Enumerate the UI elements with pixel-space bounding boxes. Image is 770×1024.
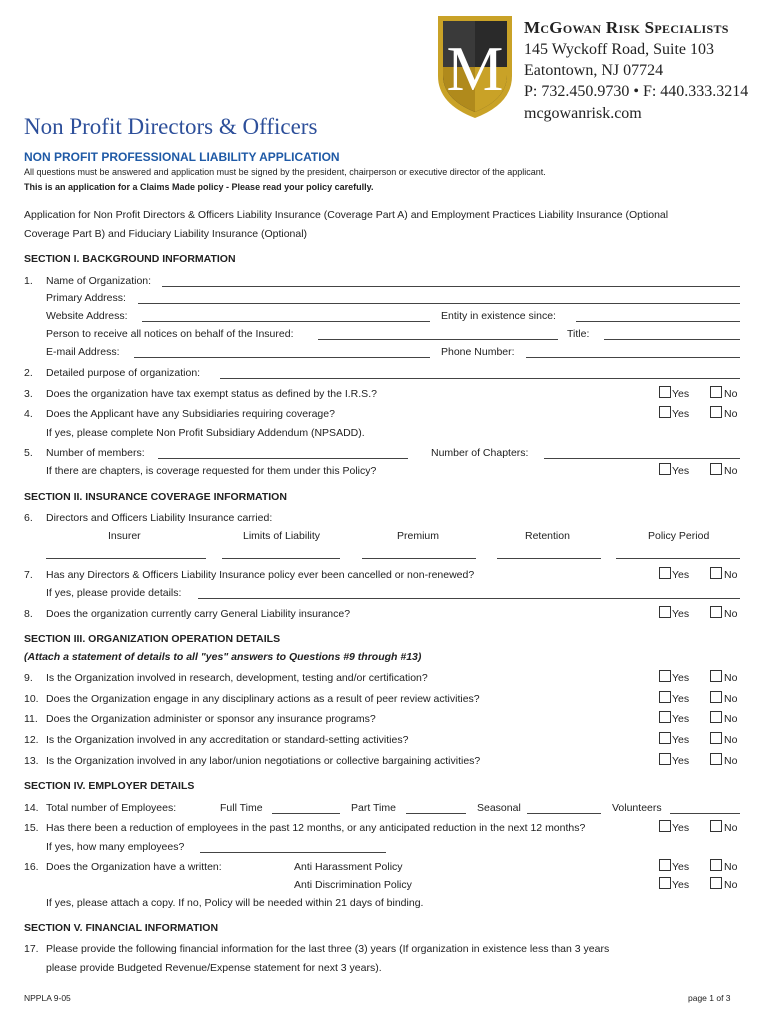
q8-yes-checkbox[interactable] xyxy=(659,606,671,618)
q11-no-checkbox[interactable] xyxy=(710,711,722,723)
harassment-yes-label: Yes xyxy=(672,861,690,873)
q14-text: Total number of Employees: xyxy=(46,802,177,814)
q15-no-checkbox[interactable] xyxy=(710,820,722,832)
col-premium: Premium xyxy=(397,530,440,542)
q7-details-field[interactable] xyxy=(198,598,740,599)
q10-no-label: No xyxy=(724,693,738,705)
q16-number: 16. xyxy=(24,861,39,873)
q16-text: Does the Organization have a written: xyxy=(46,861,222,873)
members-field[interactable] xyxy=(158,458,408,459)
q12-number: 12. xyxy=(24,734,39,746)
chapters-label: Number of Chapters: xyxy=(431,447,529,459)
q17-text-continued: please provide Budgeted Revenue/Expense statement for next 3 years). xyxy=(46,962,382,974)
section-4-heading: SECTION IV. EMPLOYER DETAILS xyxy=(24,780,195,792)
person-label: Person to receive all notices on behalf of the Insured: xyxy=(46,328,294,340)
q12-no-label: No xyxy=(724,734,738,746)
members-label: Number of members: xyxy=(46,447,145,459)
q8-no-checkbox[interactable] xyxy=(710,606,722,618)
q13-number: 13. xyxy=(24,755,39,767)
seasonal-field[interactable] xyxy=(527,813,601,814)
q11-yes-label: Yes xyxy=(672,713,690,725)
person-field[interactable] xyxy=(318,339,558,340)
email-label: E-mail Address: xyxy=(46,346,120,358)
q6-number: 6. xyxy=(24,512,33,524)
form-subtitle: NON PROFIT PROFESSIONAL LIABILITY APPLICATION xyxy=(24,150,340,164)
website-label: Website Address: xyxy=(46,310,128,322)
q15-yes-checkbox[interactable] xyxy=(659,820,671,832)
website-field[interactable] xyxy=(142,321,430,322)
discrimination-no-label: No xyxy=(724,879,738,891)
q4-yes-checkbox[interactable] xyxy=(659,406,671,418)
q4-number: 4. xyxy=(24,408,33,420)
q16-followup: If yes, please attach a copy. If no, Policy will be needed within 21 days of binding. xyxy=(46,897,424,909)
seasonal-label: Seasonal xyxy=(477,802,521,814)
q9-number: 9. xyxy=(24,672,33,684)
q3-yes-label: Yes xyxy=(672,388,690,400)
form-code: NPPLA 9-05 xyxy=(24,993,71,1003)
q10-text: Does the Organization engage in any disciplinary actions as a result of peer review activities? xyxy=(46,693,480,705)
q12-yes-checkbox[interactable] xyxy=(659,732,671,744)
org-name-label: Name of Organization: xyxy=(46,275,152,287)
discrimination-yes-checkbox[interactable] xyxy=(659,877,671,889)
q7-no-checkbox[interactable] xyxy=(710,567,722,579)
company-phone-fax: P: 732.450.9730 • F: 440.333.3214 xyxy=(524,83,749,100)
signature-note: All questions must be answered and application must be signed by the president, chairperson or executive director of the applicant. xyxy=(24,167,546,177)
q3-text: Does the organization have tax exempt status as defined by the I.R.S.? xyxy=(46,388,377,400)
page-number: page 1 of 3 xyxy=(688,993,731,1003)
q6-text: Directors and Officers Liability Insurance carried: xyxy=(46,512,273,524)
primary-address-label: Primary Address: xyxy=(46,292,126,304)
part-time-label: Part Time xyxy=(351,802,396,814)
anti-discrimination-label: Anti Discrimination Policy xyxy=(294,879,412,891)
email-field[interactable] xyxy=(134,357,430,358)
q12-yes-label: Yes xyxy=(672,734,690,746)
q13-no-label: No xyxy=(724,755,738,767)
q11-number: 11. xyxy=(24,713,38,725)
q9-text: Is the Organization involved in research, development, testing and/or certification? xyxy=(46,672,428,684)
q4-followup: If yes, please complete Non Profit Subsidiary Addendum (NPSADD). xyxy=(46,427,365,439)
discrimination-no-checkbox[interactable] xyxy=(710,877,722,889)
purpose-field[interactable] xyxy=(220,378,740,379)
section-5-heading: SECTION V. FINANCIAL INFORMATION xyxy=(24,922,219,934)
entity-field[interactable] xyxy=(576,321,740,322)
volunteers-field[interactable] xyxy=(670,813,740,814)
harassment-no-label: No xyxy=(724,861,738,873)
q10-yes-label: Yes xyxy=(672,693,690,705)
q7-yes-checkbox[interactable] xyxy=(659,567,671,579)
phone-label: Phone Number: xyxy=(441,346,515,358)
page-title: Non Profit Directors & Officers xyxy=(24,114,318,139)
discrimination-yes-label: Yes xyxy=(672,879,690,891)
company-name: McGowan Risk Specialists xyxy=(524,18,729,37)
q10-yes-checkbox[interactable] xyxy=(659,691,671,703)
q8-no-label: No xyxy=(724,608,738,620)
q2-number: 2. xyxy=(24,367,33,379)
col-limits: Limits of Liability xyxy=(243,530,321,542)
q8-text: Does the organization currently carry General Liability insurance? xyxy=(46,608,351,620)
harassment-no-checkbox[interactable] xyxy=(710,859,722,871)
q1-number: 1. xyxy=(24,275,33,287)
q7-no-label: No xyxy=(724,569,738,581)
company-logo xyxy=(434,12,516,122)
section-2-heading: SECTION II. INSURANCE COVERAGE INFORMATION xyxy=(24,491,287,503)
q12-no-checkbox[interactable] xyxy=(710,732,722,744)
q9-yes-label: Yes xyxy=(672,672,690,684)
q11-no-label: No xyxy=(724,713,738,725)
org-name-field[interactable] xyxy=(162,286,740,287)
q15-yes-label: Yes xyxy=(672,822,690,834)
q13-yes-checkbox[interactable] xyxy=(659,753,671,765)
primary-address-field[interactable] xyxy=(138,303,740,304)
title-label: Title: xyxy=(567,328,590,340)
q11-text: Does the Organization administer or sponsor any insurance programs? xyxy=(46,713,376,725)
q5-yes-label: Yes xyxy=(672,465,690,477)
q2-text: Detailed purpose of organization: xyxy=(46,367,201,379)
col-policy-period: Policy Period xyxy=(648,530,710,542)
q10-no-checkbox[interactable] xyxy=(710,691,722,703)
intro-line2: Coverage Part B) and Fiduciary Liability Insurance (Optional) xyxy=(24,228,308,240)
q11-yes-checkbox[interactable] xyxy=(659,711,671,723)
q10-number: 10. xyxy=(24,693,39,705)
q15-number: 15. xyxy=(24,822,39,834)
volunteers-label: Volunteers xyxy=(612,802,662,814)
company-address-line1: 145 Wyckoff Road, Suite 103 xyxy=(524,41,714,58)
q13-text: Is the Organization involved in any labor/union negotiations or collective bargaining activities? xyxy=(46,755,481,767)
section-3-heading: SECTION III. ORGANIZATION OPERATION DETAILS xyxy=(24,633,281,645)
section-1-heading: SECTION I. BACKGROUND INFORMATION xyxy=(24,253,236,265)
intro-line1: Application for Non Profit Directors & Officers Liability Insurance (Coverage Part A) and Employment Practices Liability Insurance (Optional xyxy=(24,209,669,221)
q4-yes-label: Yes xyxy=(672,408,690,420)
col-retention: Retention xyxy=(525,530,570,542)
full-time-label: Full Time xyxy=(220,802,263,814)
q3-no-label: No xyxy=(724,388,738,400)
q7-number: 7. xyxy=(24,569,33,581)
q5-yes-checkbox[interactable] xyxy=(659,463,671,475)
q3-yes-checkbox[interactable] xyxy=(659,386,671,398)
section-3-subheading: (Attach a statement of details to all "yes" answers to Questions #9 through #13) xyxy=(24,651,422,663)
q9-yes-checkbox[interactable] xyxy=(659,670,671,682)
col-insurer: Insurer xyxy=(108,530,141,542)
entity-label: Entity in existence since: xyxy=(441,310,556,322)
limits-field[interactable] xyxy=(222,558,340,559)
q8-number: 8. xyxy=(24,608,33,620)
q17-number: 17. xyxy=(24,943,39,955)
q5-number: 5. xyxy=(24,447,33,459)
q12-text: Is the Organization involved in any accreditation or standard-setting activities? xyxy=(46,734,409,746)
q13-yes-label: Yes xyxy=(672,755,690,767)
q8-yes-label: Yes xyxy=(672,608,690,620)
q4-text: Does the Applicant have any Subsidiaries requiring coverage? xyxy=(46,408,335,420)
premium-field[interactable] xyxy=(362,558,476,559)
phone-field[interactable] xyxy=(526,357,740,358)
q5-followup: If there are chapters, is coverage requested for them under this Policy? xyxy=(46,465,377,477)
q7-text: Has any Directors & Officers Liability Insurance policy ever been cancelled or non-renewed? xyxy=(46,569,475,581)
q15-text: Has there been a reduction of employees in the past 12 months, or any anticipated reduction in the next 12 months? xyxy=(46,822,586,834)
q4-no-checkbox[interactable] xyxy=(710,406,722,418)
q7-followup: If yes, please provide details: xyxy=(46,587,182,599)
chapters-field[interactable] xyxy=(544,458,740,459)
insurer-field[interactable] xyxy=(46,558,206,559)
retention-field[interactable] xyxy=(497,558,601,559)
part-time-field[interactable] xyxy=(406,813,466,814)
q3-number: 3. xyxy=(24,388,33,400)
company-website[interactable]: mcgowanrisk.com xyxy=(524,105,642,122)
svg-text:M: M xyxy=(446,33,504,104)
q15-no-label: No xyxy=(724,822,738,834)
q13-no-checkbox[interactable] xyxy=(710,753,722,765)
q5-no-label: No xyxy=(724,465,738,477)
q3-no-checkbox[interactable] xyxy=(710,386,722,398)
reduction-count-field[interactable] xyxy=(200,852,386,853)
full-time-field[interactable] xyxy=(272,813,340,814)
policy-period-field[interactable] xyxy=(616,558,740,559)
company-address-line2: Eatontown, NJ 07724 xyxy=(524,62,664,79)
harassment-yes-checkbox[interactable] xyxy=(659,859,671,871)
q4-no-label: No xyxy=(724,408,738,420)
title-field[interactable] xyxy=(604,339,740,340)
anti-harassment-label: Anti Harassment Policy xyxy=(294,861,403,873)
q9-no-label: No xyxy=(724,672,738,684)
q9-no-checkbox[interactable] xyxy=(710,670,722,682)
claims-made-note: This is an application for a Claims Made policy - Please read your policy carefully. xyxy=(24,182,374,192)
q17-text: Please provide the following financial information for the last three (3) years (If organization in existence less than 3 years xyxy=(46,943,610,955)
q14-number: 14. xyxy=(24,802,39,814)
q7-yes-label: Yes xyxy=(672,569,690,581)
q5-no-checkbox[interactable] xyxy=(710,463,722,475)
q15-followup: If yes, how many employees? xyxy=(46,841,185,853)
